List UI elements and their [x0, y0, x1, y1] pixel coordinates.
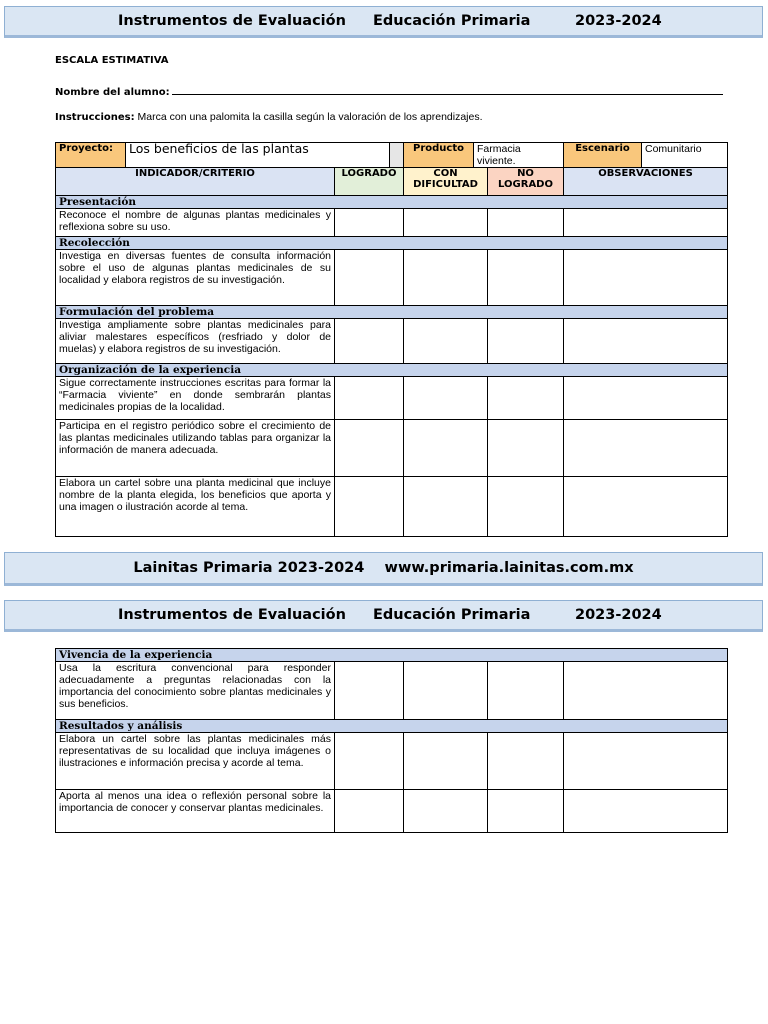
header-banner-page2 — [4, 600, 763, 632]
section-title: Vivencia de la experiencia — [56, 649, 728, 662]
section-row — [56, 649, 728, 662]
criterion-row — [56, 250, 728, 306]
observations-cell[interactable] — [564, 790, 728, 833]
student-name-field[interactable] — [172, 84, 723, 95]
criterion-text: Usa la escritura convencional para responder adecuadamente a preguntas relacionadas con la importancia del conocimiento sobre plantas medicinales y sus beneficios. — [56, 662, 335, 720]
not-achieved-cell[interactable] — [488, 377, 564, 420]
criterion-text: Aporta al menos una idea o reflexión personal sobre la importancia de conocer y conservar plantas medicinales. — [56, 790, 335, 833]
student-name-label: Nombre del alumno: — [55, 87, 170, 98]
project-label: Proyecto: — [56, 143, 126, 168]
not-achieved-cell[interactable] — [488, 319, 564, 364]
not-achieved-cell[interactable] — [488, 733, 564, 790]
achieved-cell[interactable] — [335, 733, 404, 790]
difficulty-cell[interactable] — [404, 733, 488, 790]
col-not-achieved: NO LOGRADO — [488, 168, 564, 196]
achieved-cell[interactable] — [335, 420, 404, 477]
not-achieved-cell[interactable] — [488, 250, 564, 306]
not-achieved-cell[interactable] — [488, 477, 564, 537]
criterion-row — [56, 319, 728, 364]
section-title: Formulación del problema — [56, 306, 728, 319]
header-level: Educación Primaria — [373, 607, 531, 623]
achieved-cell[interactable] — [335, 662, 404, 720]
header-title: Instrumentos de Evaluación — [118, 13, 346, 29]
section-row — [56, 237, 728, 250]
observations-cell[interactable] — [564, 420, 728, 477]
section-row — [56, 196, 728, 209]
section-title: Recolección — [56, 237, 728, 250]
project-row — [56, 143, 728, 168]
col-difficulty: CON DIFICULTAD — [404, 168, 488, 196]
instructions-label: Instrucciones: — [55, 112, 135, 123]
difficulty-cell[interactable] — [404, 250, 488, 306]
criteria-body-page1 — [56, 196, 728, 537]
observations-cell[interactable] — [564, 209, 728, 237]
observations-cell[interactable] — [564, 377, 728, 420]
criterion-row — [56, 662, 728, 720]
observations-cell[interactable] — [564, 733, 728, 790]
observations-cell[interactable] — [564, 319, 728, 364]
difficulty-cell[interactable] — [404, 377, 488, 420]
criterion-text: Elabora un cartel sobre las plantas medicinales más representativas de su localidad que incluya imágenes o ilustraciones e información precisa y acorde al tema. — [56, 733, 335, 790]
criterion-row — [56, 209, 728, 237]
not-achieved-cell[interactable] — [488, 209, 564, 237]
header-level: Educación Primaria — [373, 13, 531, 29]
criterion-text: Elabora un cartel sobre una planta medicinal que incluye nombre de la planta elegida, los beneficios que aporta y una imagen o ilustración acorde al tema. — [56, 477, 335, 537]
criterion-text: Participa en el registro periódico sobre el crecimiento de las plantas medicinales utilizando tablas para organizar la información de manera adecuada. — [56, 420, 335, 477]
difficulty-cell[interactable] — [404, 790, 488, 833]
criterion-row — [56, 477, 728, 537]
difficulty-cell[interactable] — [404, 477, 488, 537]
achieved-cell[interactable] — [335, 790, 404, 833]
header-banner-page1 — [4, 6, 763, 38]
scenario-label: Escenario — [564, 143, 642, 168]
observations-cell[interactable] — [564, 477, 728, 537]
criterion-text: Sigue correctamente instrucciones escritas para formar la “Farmacia viviente” en donde sembrarán plantas medicinales propias de la localidad. — [56, 377, 335, 420]
not-achieved-cell[interactable] — [488, 420, 564, 477]
achieved-cell[interactable] — [335, 209, 404, 237]
achieved-cell[interactable] — [335, 477, 404, 537]
achieved-cell[interactable] — [335, 377, 404, 420]
not-achieved-cell[interactable] — [488, 790, 564, 833]
document-type: ESCALA ESTIMATIVA — [55, 55, 169, 66]
section-row — [56, 306, 728, 319]
difficulty-cell[interactable] — [404, 209, 488, 237]
section-row — [56, 364, 728, 377]
criterion-row — [56, 790, 728, 833]
achieved-cell[interactable] — [335, 319, 404, 364]
col-observations: OBSERVACIONES — [564, 168, 728, 196]
observations-cell[interactable] — [564, 250, 728, 306]
evaluation-table-page2 — [55, 648, 728, 833]
col-criterion: INDICADOR/CRITERIO — [56, 168, 335, 196]
criterion-text: Reconoce el nombre de algunas plantas medicinales y reflexiona sobre su uso. — [56, 209, 335, 237]
product-label: Producto — [404, 143, 474, 168]
section-title: Presentación — [56, 196, 728, 209]
student-name-line — [55, 84, 723, 98]
project-name: Los beneficios de las plantas — [126, 143, 390, 168]
column-header-row — [56, 168, 728, 196]
criteria-body-page2 — [56, 649, 728, 833]
criterion-row — [56, 377, 728, 420]
evaluation-table-page1 — [55, 142, 728, 537]
header-year: 2023-2024 — [575, 13, 662, 29]
criterion-row — [56, 420, 728, 477]
instructions-text: Marca con una palomita la casilla según la valoración de los aprendizajes. — [134, 111, 483, 123]
criterion-row — [56, 733, 728, 790]
not-achieved-cell[interactable] — [488, 662, 564, 720]
project-spacer — [390, 143, 404, 168]
difficulty-cell[interactable] — [404, 662, 488, 720]
section-title: Organización de la experiencia — [56, 364, 728, 377]
achieved-cell[interactable] — [335, 250, 404, 306]
instructions-line — [55, 111, 483, 123]
section-title: Resultados y análisis — [56, 720, 728, 733]
footer-banner: Lainitas Primaria 2023-2024 www.primaria.lainitas.com.mx — [4, 552, 763, 586]
difficulty-cell[interactable] — [404, 319, 488, 364]
difficulty-cell[interactable] — [404, 420, 488, 477]
criterion-text: Investiga en diversas fuentes de consulta información sobre el uso de algunas plantas medicinales de su localidad y elabora registros de su investigación. — [56, 250, 335, 306]
observations-cell[interactable] — [564, 662, 728, 720]
header-title: Instrumentos de Evaluación — [118, 607, 346, 623]
header-year: 2023-2024 — [575, 607, 662, 623]
col-achieved: LOGRADO — [335, 168, 404, 196]
scenario-value: Comunitario — [642, 143, 728, 168]
section-row — [56, 720, 728, 733]
criterion-text: Investiga ampliamente sobre plantas medicinales para aliviar malestares específicos (resfriado y dolor de muelas) y elabora registros de su investigación. — [56, 319, 335, 364]
product-value: Farmacia viviente. — [474, 143, 564, 168]
